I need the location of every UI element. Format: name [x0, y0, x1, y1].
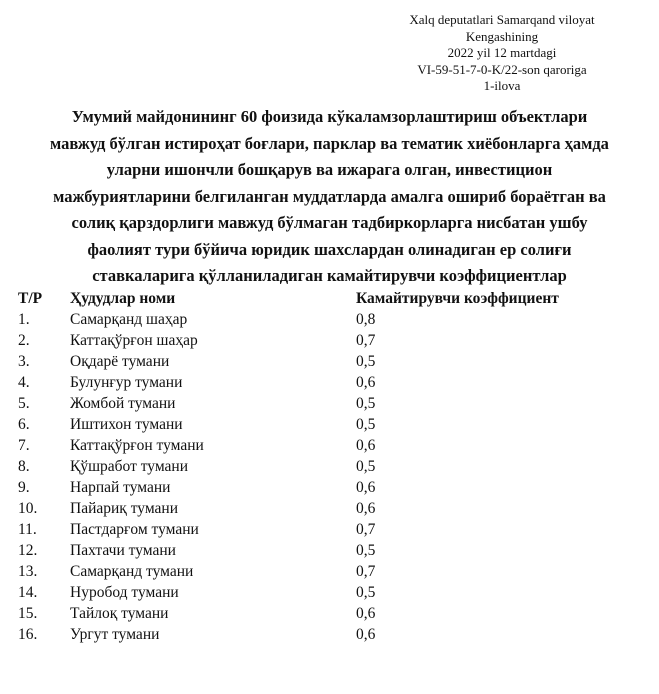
row-coefficient: 0,8 — [356, 311, 376, 328]
row-region-name: Пастдарғом тумани — [70, 521, 199, 538]
table-row — [14, 498, 644, 519]
table-row — [14, 540, 644, 561]
row-number: 10. — [18, 500, 38, 517]
row-coefficient: 0,5 — [356, 395, 376, 412]
table-row — [14, 414, 644, 435]
title-line: мавжуд бўлган истироҳат боғлари, парклар ва тематик хиёбонларга ҳамда — [50, 133, 609, 153]
header-line: 2022 yil 12 martdagi — [447, 45, 557, 60]
row-region-name: Каттақўрғон шаҳар — [70, 332, 198, 349]
row-number: 16. — [18, 626, 38, 643]
table-row — [14, 519, 644, 540]
row-coefficient: 0,6 — [356, 374, 376, 391]
row-number: 4. — [18, 374, 30, 391]
table-row — [14, 456, 644, 477]
row-region-name: Тайлоқ тумани — [70, 605, 169, 622]
row-coefficient: 0,7 — [356, 563, 376, 580]
table-row — [14, 309, 644, 330]
title-line: ставкаларига қўлланиладиган камайтирувчи коэффициентлар — [92, 266, 567, 285]
header-line: VI-59-51-7-0-K/22-son qarorigа — [417, 61, 587, 77]
row-number: 15. — [18, 605, 38, 622]
title-line: уларни ишончли бошқарув ва ижарага олган, инвестицион — [106, 160, 553, 179]
row-coefficient: 0,5 — [356, 584, 376, 601]
row-coefficient: 0,5 — [356, 458, 376, 475]
row-number: 5. — [18, 395, 30, 412]
row-number: 7. — [18, 437, 30, 454]
row-region-name: Пайариқ тумани — [70, 500, 178, 517]
row-coefficient: 0,7 — [356, 521, 376, 538]
row-region-name: Самарқанд шаҳар — [70, 311, 188, 328]
table-row — [14, 435, 644, 456]
header-line: Xalq deputatlari Samarqand viloyat — [409, 12, 595, 27]
title-line: солиқ қарздорлиги мавжуд бўлмаган тадбиркорларга нисбатан ушбу — [71, 213, 588, 232]
row-number: 14. — [18, 584, 38, 601]
header-line: Kengashining — [465, 28, 539, 44]
row-number: 3. — [18, 353, 30, 370]
title-line: Умумий майдонининг 60 фоизида кўкаламзорлаштириш объектлари — [71, 107, 588, 126]
title-line: мажбуриятларини белгиланган муддатларда амалга ошириб бораётган ва — [53, 186, 606, 206]
row-region-name: Нуробод тумани — [70, 584, 179, 601]
row-region-name: Жомбой тумани — [70, 395, 176, 412]
row-number: 8. — [18, 458, 30, 475]
row-number: 9. — [18, 479, 30, 496]
row-region-name: Оқдарё тумани — [70, 353, 170, 370]
table-row — [14, 351, 644, 372]
row-coefficient: 0,6 — [356, 479, 376, 496]
table-row — [14, 330, 644, 351]
row-coefficient: 0,6 — [356, 626, 376, 643]
column-header-region: Ҳудудлар номи — [70, 290, 176, 307]
row-number: 12. — [18, 542, 38, 559]
row-region-name: Нарпай тумани — [70, 479, 171, 496]
column-header-coefficient: Камайтирувчи коэффициент — [356, 290, 559, 307]
table-header-row — [14, 288, 644, 309]
table-row — [14, 624, 644, 645]
row-coefficient: 0,6 — [356, 605, 376, 622]
row-region-name: Ургут тумани — [70, 626, 160, 643]
table-row — [14, 582, 644, 603]
document-title — [10, 104, 649, 290]
row-region-name: Каттақўрғон тумани — [70, 437, 204, 454]
table-row — [14, 372, 644, 393]
row-region-name: Самарқанд тумани — [70, 563, 194, 580]
table-row — [14, 603, 644, 624]
row-region-name: Қўшработ тумани — [70, 458, 189, 475]
annex-header-note — [367, 12, 637, 95]
row-region-name: Пахтачи тумани — [70, 542, 176, 559]
row-coefficient: 0,6 — [356, 500, 376, 517]
column-header-number: Т/Р — [18, 290, 43, 307]
row-region-name: Булунғур тумани — [70, 374, 183, 391]
coefficient-table — [14, 288, 644, 645]
row-coefficient: 0,6 — [356, 437, 376, 454]
row-number: 6. — [18, 416, 30, 433]
row-coefficient: 0,5 — [356, 416, 376, 433]
row-coefficient: 0,5 — [356, 542, 376, 559]
row-coefficient: 0,7 — [356, 332, 376, 349]
header-line: 1-ilova — [483, 78, 521, 93]
row-number: 2. — [18, 332, 30, 349]
row-number: 11. — [18, 521, 37, 538]
row-number: 1. — [18, 311, 30, 328]
row-number: 13. — [18, 563, 38, 580]
table-row — [14, 561, 644, 582]
row-region-name: Иштихон тумани — [70, 416, 183, 433]
title-line: фаолият тури бўйича юридик шахслардан олинадиган ер солиғи — [87, 239, 572, 259]
table-row — [14, 393, 644, 414]
table-row — [14, 477, 644, 498]
row-coefficient: 0,5 — [356, 353, 376, 370]
